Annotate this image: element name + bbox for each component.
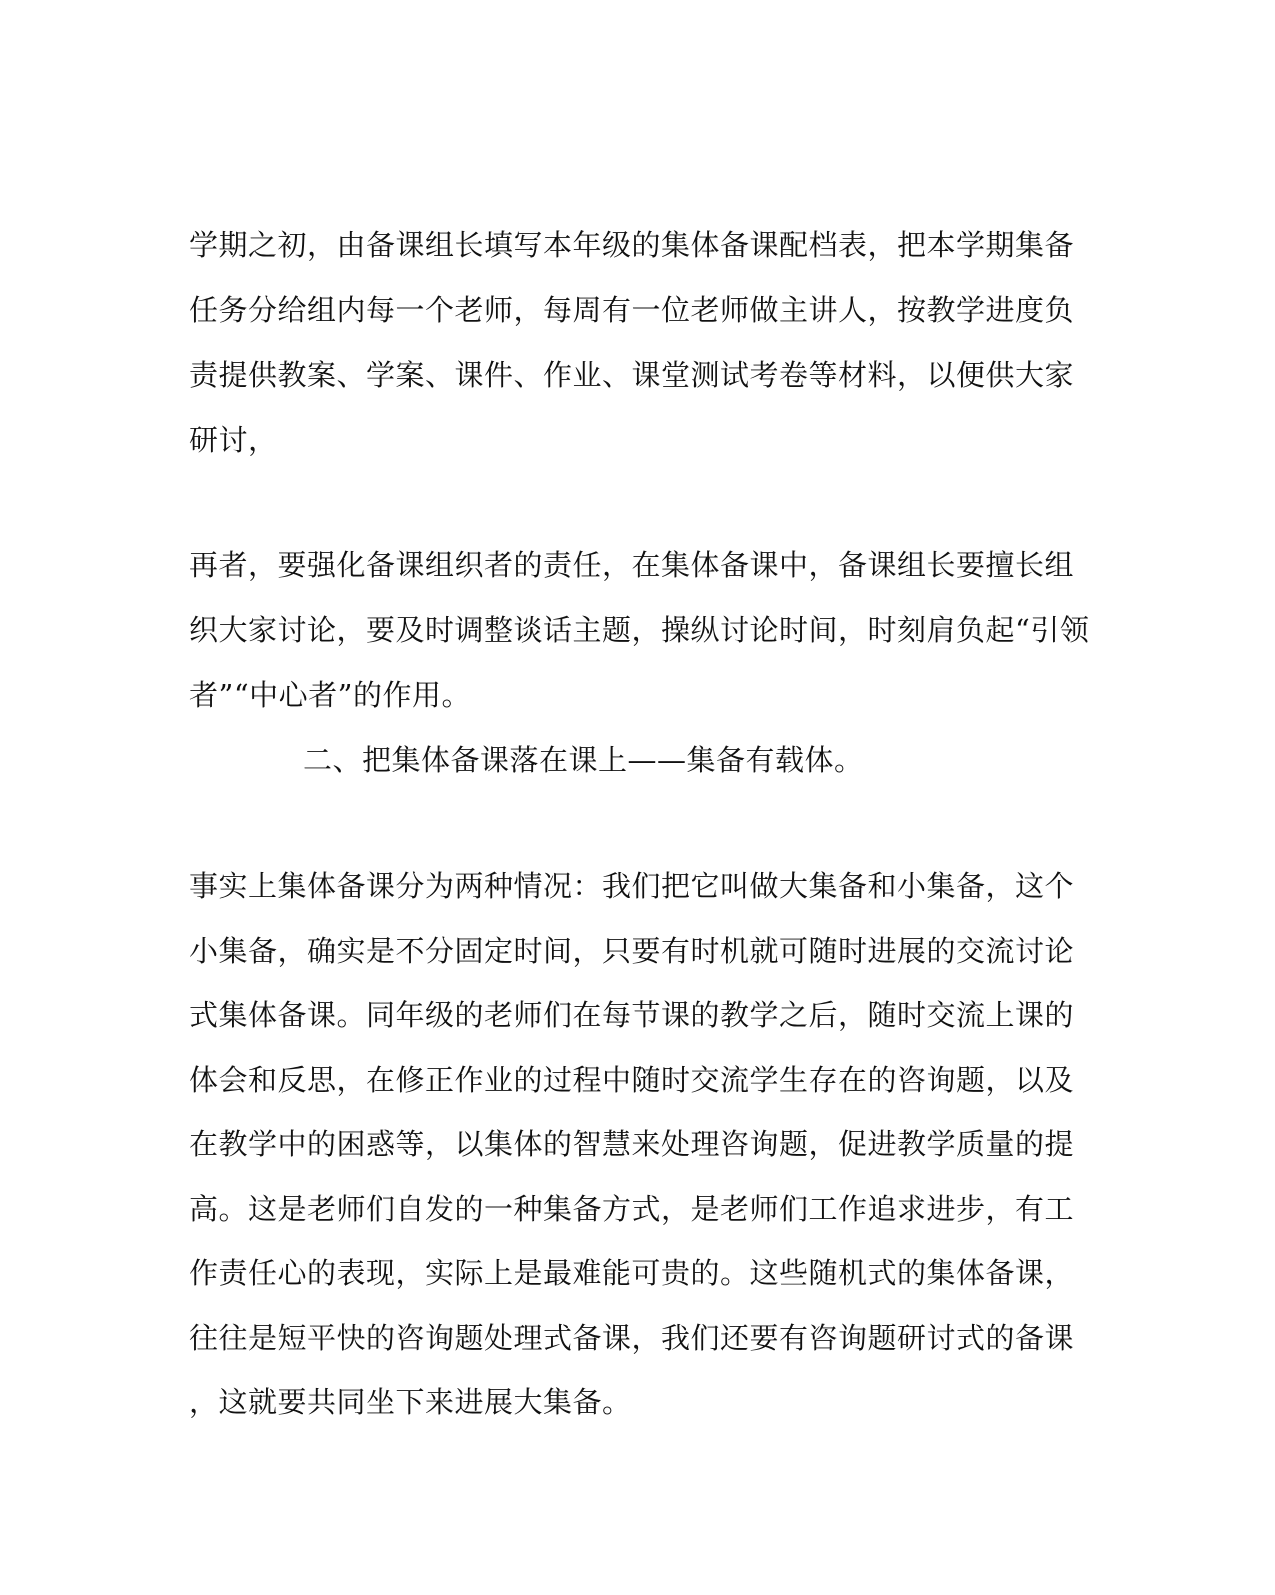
paragraph-line: 体会和反思，在修正作业的过程中随时交流学生存在的咨询题，以及 xyxy=(189,1063,1075,1097)
paragraph-line: 小集备，确实是不分固定时间，只要有时机就可随时进展的交流讨论 xyxy=(189,934,1075,968)
paragraph-line: 者”“中心者”的作用。 xyxy=(189,678,471,712)
paragraph-line: 再者，要强化备课组织者的责任，在集体备课中，备课组长要擅长组 xyxy=(189,548,1075,582)
paragraph-line: 织大家讨论，要及时调整谈话主题，操纵讨论时间，时刻肩负起“引领 xyxy=(189,613,1090,647)
paragraph-line: 学期之初，由备课组长填写本年级的集体备课配档表，把本学期集备 xyxy=(189,228,1075,262)
paragraph-line: 作责任心的表现，实际上是最难能可贵的。这些随机式的集体备课， xyxy=(189,1256,1075,1290)
paragraph-line: 事实上集体备课分为两种情况：我们把它叫做大集备和小集备，这个 xyxy=(189,869,1075,903)
section-heading: 二、把集体备课落在课上——集备有载体。 xyxy=(303,743,864,777)
paragraph-line: 高。这是老师们自发的一种集备方式，是老师们工作追求进步，有工 xyxy=(189,1192,1075,1226)
paragraph-line: 往往是短平快的咨询题处理式备课，我们还要有咨询题研讨式的备课 xyxy=(189,1321,1075,1355)
paragraph-line: 式集体备课。同年级的老师们在每节课的教学之后，随时交流上课的 xyxy=(189,998,1075,1032)
paragraph-line: 研讨， xyxy=(189,423,278,457)
paragraph-line: 在教学中的困惑等，以集体的智慧来处理咨询题，促进教学质量的提 xyxy=(189,1127,1075,1161)
paragraph-line: 任务分给组内每一个老师，每周有一位老师做主讲人，按教学进度负 xyxy=(189,293,1075,327)
paragraph-line: ，这就要共同坐下来进展大集备。 xyxy=(189,1385,632,1419)
paragraph-line: 责提供教案、学案、课件、作业、课堂测试考卷等材料，以便供大家 xyxy=(189,358,1075,392)
